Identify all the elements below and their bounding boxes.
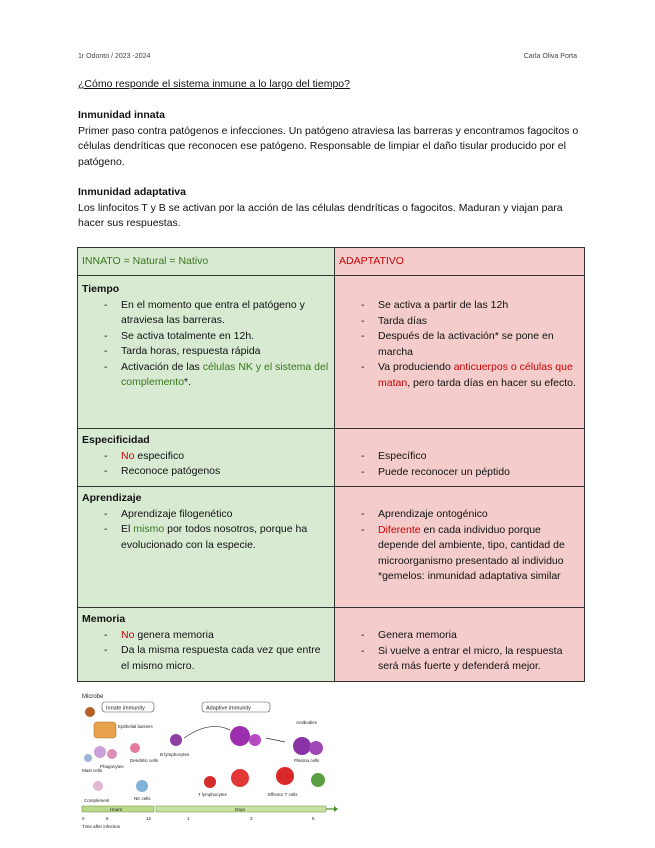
list-item: - Después de la activación* se pone en marcha <box>339 329 580 360</box>
figure-complement-label: Complement <box>84 798 110 803</box>
epithelial-icon <box>94 722 116 738</box>
antibody-producer-icon <box>293 737 311 755</box>
figure-b-label: B lymphocytes <box>160 752 190 757</box>
list-item: - Se activa a partir de las 12h <box>339 298 580 314</box>
section-innata <box>78 108 583 170</box>
aprendizaje-gemelos-note: *gemelos: inmunidad adaptativa similar <box>378 570 561 582</box>
plasma-cell-icon <box>230 726 250 746</box>
section-adaptativa-title: Inmunidad adaptativa <box>78 186 186 198</box>
tiempo-activation-prefix: Activación de las <box>121 360 203 373</box>
list-item: - Específico <box>339 449 580 465</box>
figure-t-label: T lymphocytes <box>198 792 227 797</box>
plasma-cell-icon <box>249 734 261 746</box>
t-lymphocyte-icon <box>204 776 216 788</box>
figure-innate-label: Innate immunity <box>106 705 145 712</box>
tick-label: 6 <box>106 816 109 821</box>
memoria-no: No <box>121 628 135 641</box>
figure-nk-label: NK cells <box>134 796 151 801</box>
section-adaptativa <box>78 185 583 232</box>
figure-antibodies-label: Antibodies <box>296 720 318 725</box>
section-adaptativa-text: Los linfocitos T y B se activan por la acción de las células dendríticas o fagocitos. Maduran y viajan para hacer sus respuestas. <box>78 201 563 229</box>
list-item: - Aprendizaje ontogénico <box>339 507 580 523</box>
microbe-icon <box>85 707 95 717</box>
phagocyte-icon <box>94 746 106 758</box>
figure-axis-label: Time after infection <box>82 824 121 829</box>
figure-effector-label: Effector T cells <box>268 792 298 797</box>
memoria-adapt-cell <box>335 608 585 682</box>
header-innato <box>78 248 335 276</box>
figure-bar-days: Days <box>235 807 246 812</box>
tick-label: 0 <box>82 816 85 821</box>
figure-plasma-label: Plasma cells <box>294 758 320 763</box>
section-innata-text: Primer paso contra patógenos e infecciones. Un patógeno atraviesa las barreras y encontramos fagocitos o células dendríticas que reconocen ese patógeno. Responsable de limpiar el daño tisular producido por el patógeno. <box>78 124 579 168</box>
list-item: - Puede reconocer un péptido <box>339 465 580 481</box>
t-lymphocyte-icon <box>231 769 249 787</box>
figure-epithelial-label: Epithelial barriers <box>118 724 153 729</box>
tiempo-production-suffix: , pero tarda días en hacer su efecto. <box>407 376 576 389</box>
tiempo-innato-list <box>82 298 330 391</box>
figure-dendritic-label: Dendritic cells <box>130 758 159 763</box>
effector-t-icon <box>276 767 294 785</box>
figure-bar-hours: Hours <box>110 807 123 812</box>
figure-phagocytes-label: Phagocytes <box>100 764 124 769</box>
aprendizaje-diferente-post: en cada individuo porque depende del ambiente, tipo, cantidad de microorganismo presentado al individuo <box>378 523 565 567</box>
memoria-innato-list <box>82 628 330 675</box>
row-title-memoria: Memoria <box>82 613 126 625</box>
tiempo-production-highlight: anticuerpos o células que matan <box>378 361 573 389</box>
aprendizaje-diferente-highlight: Diferente <box>378 523 421 536</box>
memoria-innato-cell <box>78 608 335 682</box>
memoria-adapt-list <box>339 628 580 675</box>
list-item: - Genera memoria <box>339 628 580 644</box>
list-item: - Da la misma respuesta cada vez que entre el mismo micro. <box>82 643 330 674</box>
header-adaptativo-label: ADAPTATIVO <box>339 255 404 267</box>
list-item <box>82 360 330 391</box>
aprendizaje-mismo-pre: El <box>121 523 134 535</box>
tiempo-production-prefix: Va produciendo <box>378 361 454 373</box>
list-item: - Tarda días <box>339 314 580 330</box>
antibody-producer-icon <box>309 741 323 755</box>
figure-mast-label: Mast cells <box>82 768 103 773</box>
comparison-table <box>77 247 585 682</box>
b-arrow <box>184 726 230 738</box>
tiempo-adapt-list <box>339 298 580 391</box>
table-row-especificidad <box>78 429 585 487</box>
phagocyte-icon <box>107 749 117 759</box>
list-item: - Si vuelve a entrar el micro, la respuesta será más fuerte y defenderá mejor. <box>339 644 580 675</box>
especificidad-no: No <box>121 449 135 462</box>
tick-label: 1 <box>187 816 190 821</box>
list-item: - Tarda horas, respuesta rápida <box>82 344 330 360</box>
figure-microbe-label: Microbe <box>82 694 104 700</box>
immunity-timeline-figure <box>80 690 340 830</box>
especificidad-innato-cell <box>78 429 335 487</box>
table-row-aprendizaje <box>78 487 585 608</box>
list-item <box>82 628 330 644</box>
aprendizaje-adapt-list <box>339 507 580 585</box>
b-lymphocyte-icon <box>170 734 182 746</box>
table-row-memoria <box>78 608 585 682</box>
page-question: ¿Cómo responde el sistema inmune a lo largo del tiempo? <box>78 78 350 90</box>
list-item: - Se activa totalmente en 12h. <box>82 329 330 345</box>
especificidad-innato-list <box>82 449 330 480</box>
memoria-no-rest: genera memoria <box>134 628 214 641</box>
tiempo-activation-highlight: células NK y el sistema del complemento <box>121 360 329 388</box>
list-item <box>339 523 580 585</box>
list-item <box>82 522 330 553</box>
row-title-tiempo: Tiempo <box>82 283 120 295</box>
tick-label: 3 <box>250 816 253 821</box>
time-arrow-head <box>334 806 338 812</box>
tick-label: 5 <box>312 816 315 821</box>
especificidad-adapt-cell <box>335 429 585 487</box>
aprendizaje-mismo-highlight: mismo <box>133 523 165 535</box>
header-author: Carla Oliva Porta <box>523 53 577 60</box>
row-title-especificidad: Especificidad <box>82 434 150 446</box>
complement-icon <box>93 781 103 791</box>
tiempo-innato-cell <box>78 276 335 429</box>
list-item: - En el momento que entra el patógeno y atraviesa las barreras. <box>82 298 330 329</box>
header-innato-label: INNATO = Natural = Nativo <box>82 255 209 267</box>
table-row-tiempo <box>78 276 585 429</box>
plasma-arrow <box>266 738 285 742</box>
especificidad-adapt-list <box>339 449 580 480</box>
header-adaptativo <box>335 248 585 276</box>
table-header-row <box>78 248 585 276</box>
target-cell-icon <box>311 773 325 787</box>
tick-label: 12 <box>146 816 152 821</box>
figure-adaptive-label: Adaptive immunity <box>206 705 251 712</box>
aprendizaje-adapt-cell <box>335 487 585 608</box>
section-innata-title: Inmunidad innata <box>78 109 165 121</box>
nk-icon <box>136 780 148 792</box>
especificidad-no-rest: especifico <box>134 449 185 462</box>
dendritic-icon <box>130 743 140 753</box>
aprendizaje-innato-list <box>82 507 330 554</box>
list-item <box>82 449 330 465</box>
row-title-aprendizaje: Aprendizaje <box>82 492 142 504</box>
mast-icon <box>84 754 92 762</box>
aprendizaje-innato-cell <box>78 487 335 608</box>
aprendizaje-mismo-post: por todos nosotros, porque ha evolucionado con la especie. <box>121 523 308 551</box>
tiempo-activation-suffix: *. <box>184 376 192 388</box>
list-item <box>339 360 580 391</box>
tiempo-adapt-cell <box>335 276 585 429</box>
header-course: 1r Odonto / 2023 -2024 <box>78 53 151 60</box>
list-item: - Aprendizaje filogenético <box>82 507 330 523</box>
list-item: - Reconoce patógenos <box>82 464 330 480</box>
